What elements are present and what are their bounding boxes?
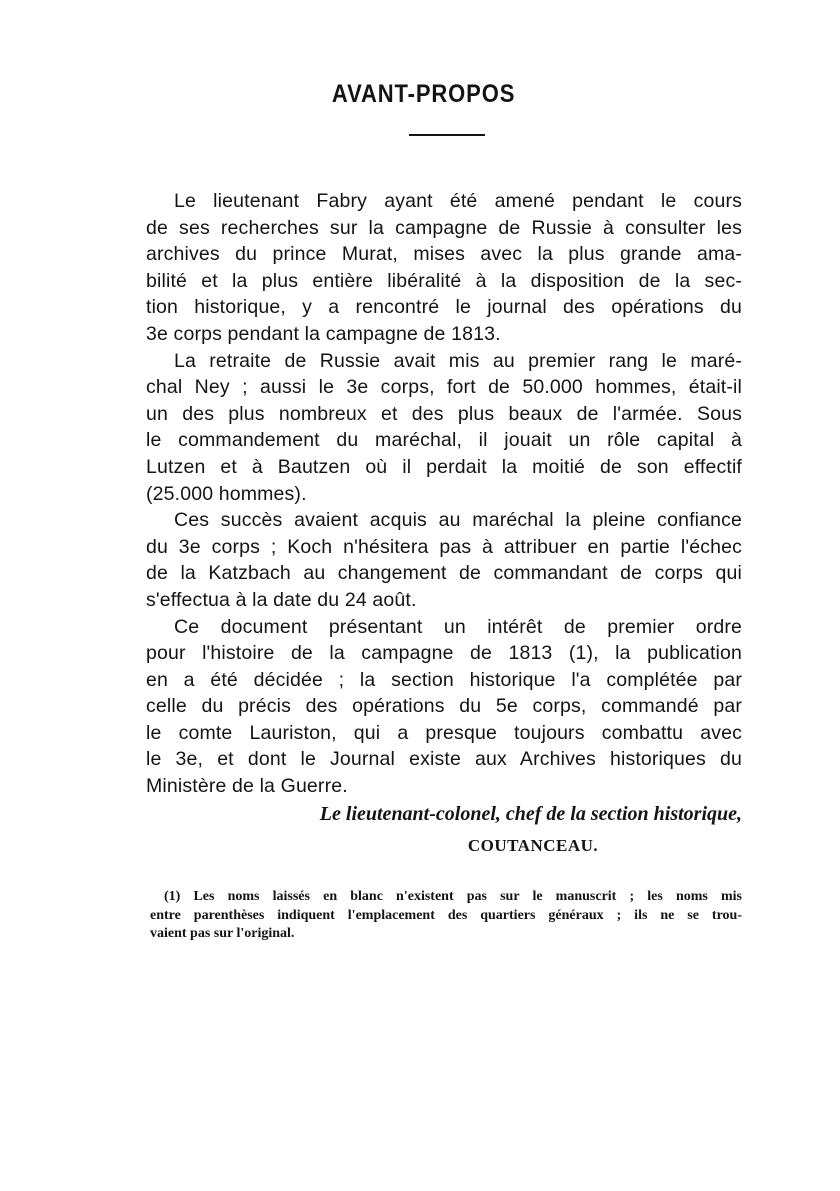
footnote-line: vaient pas sur l'original.	[150, 926, 295, 941]
paragraph-2	[146, 348, 742, 508]
text-line: Ce document présentant un intérêt de premier ordre	[174, 615, 742, 638]
paragraph-1	[146, 188, 742, 348]
paragraph-4	[146, 614, 742, 800]
text-line: le commandement du maréchal, il jouait un rôle capital à	[146, 429, 742, 452]
text-line: 3e corps pendant la campagne de 1813.	[146, 322, 501, 345]
text-line: Le lieutenant Fabry ayant été amené pendant le cours	[174, 190, 742, 212]
text-line: un des plus nombreux et des plus beaux de l'armée. Sous	[146, 402, 742, 425]
text-line: Lutzen et à Bautzen où il perdait la moitié de son effectif	[146, 455, 742, 478]
signatory-name: COUTANCEAU.	[467, 836, 599, 855]
text-line: le 3e, et dont le Journal existe aux Archives historiques du	[146, 748, 742, 771]
text-line: Ces succès avaient acquis au maréchal la pleine confiance	[174, 509, 742, 532]
page-title: AVANT-PROPOS	[331, 80, 516, 108]
signatory-title: Le lieutenant-colonel, chef de la section historique,	[319, 803, 742, 825]
text-line: le comte Lauriston, qui a presque toujours combattu avec	[146, 721, 742, 744]
text-line: de la Katzbach au changement de commandant de corps qui	[146, 562, 742, 585]
preface-body	[146, 188, 742, 800]
footnote-line: entre parenthèses indiquent l'emplacement des quartiers généraux ; ils ne se trou-	[150, 907, 742, 923]
title-divider	[409, 134, 485, 136]
text-line: s'effectua à la date du 24 août.	[146, 588, 417, 611]
text-line: tion historique, y a rencontré le journal des opérations du	[146, 296, 742, 319]
text-line: du 3e corps ; Koch n'hésitera pas à attribuer en partie l'échec	[146, 535, 742, 558]
footnote-line: (1) Les noms laissés en blanc n'existent pas sur le manuscrit ; les noms mis	[164, 889, 742, 904]
signature-block	[146, 801, 742, 857]
text-line: chal Ney ; aussi le 3e corps, fort de 50.000 hommes, était-il	[146, 376, 742, 399]
text-line: bilité et la plus entière libéralité à la disposition de la sec-	[146, 269, 742, 292]
text-line: archives du prince Murat, mises avec la plus grande ama-	[146, 243, 742, 266]
footnote	[150, 888, 742, 944]
text-line: (25.000 hommes).	[146, 482, 307, 505]
text-line: celle du précis des opérations du 5e corps, commandé par	[146, 695, 742, 718]
text-line: en a été décidée ; la section historique l'a complétée par	[146, 668, 742, 691]
paragraph-3	[146, 507, 742, 613]
text-line: de ses recherches sur la campagne de Russie à consulter les	[146, 216, 742, 239]
text-line: La retraite de Russie avait mis au premier rang le maré-	[174, 349, 742, 372]
text-line: Ministère de la Guerre.	[146, 775, 348, 798]
text-line: pour l'histoire de la campagne de 1813 (1), la publication	[146, 642, 742, 665]
